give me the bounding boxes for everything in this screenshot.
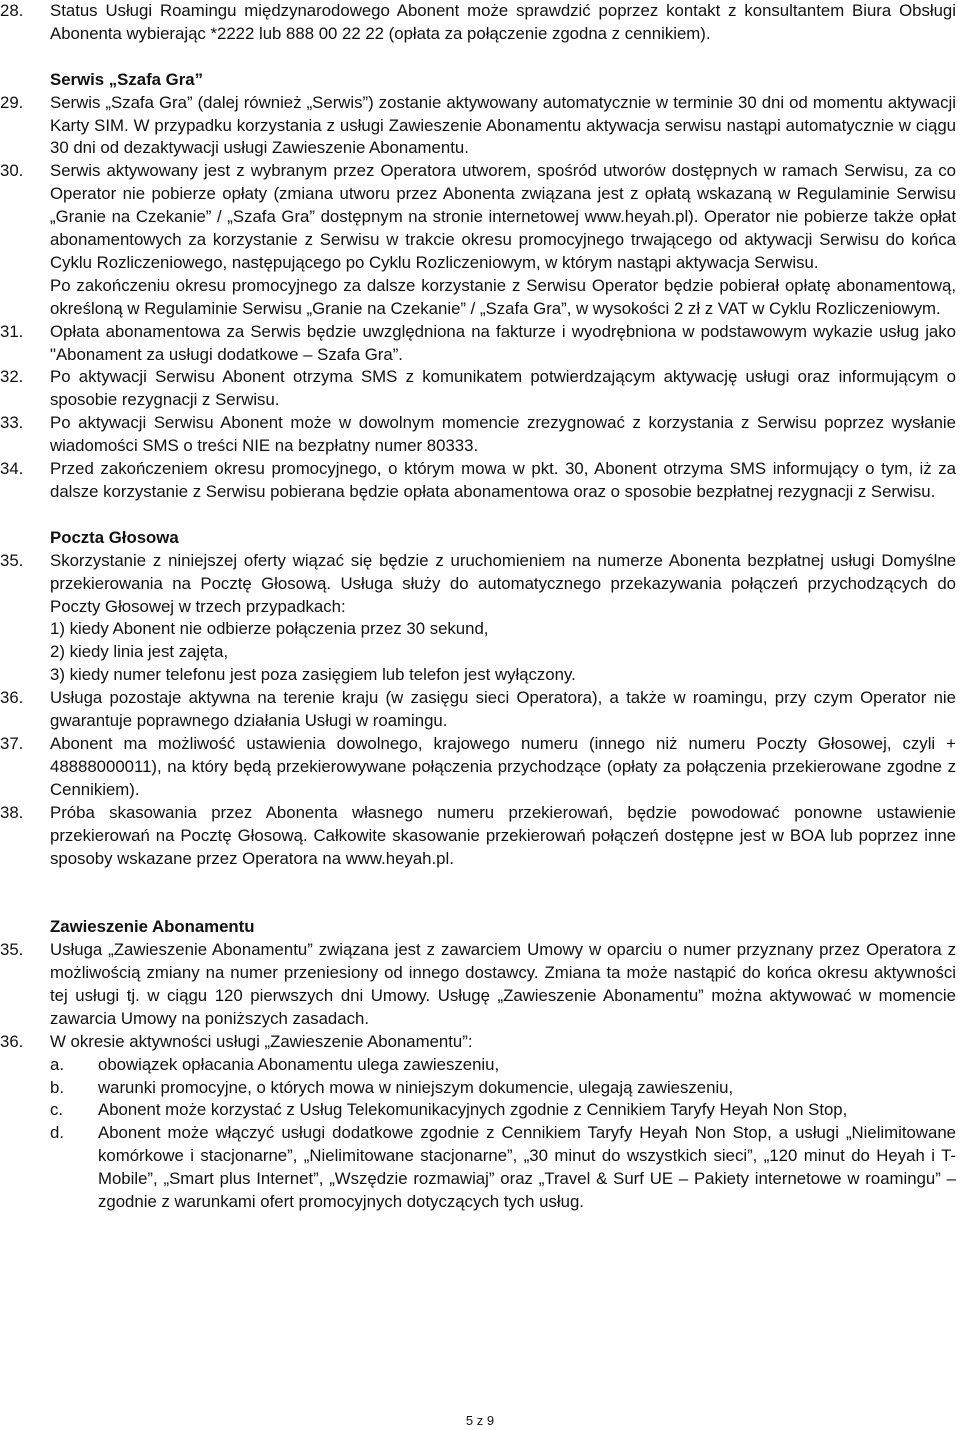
sub-item-label: a. [50,1054,64,1074]
clause-text: Usługa pozostaje aktywna na terenie kraju (w zasięgu sieci Operatora), a także w roamingu, przy czym Operator nie gwarantuje poprawnego działania Usługi w roamingu. [50,688,956,731]
page-number: 5 z 9 [465,1413,495,1428]
list-item: 2) kiedy linia jest zajęta, [50,642,229,662]
clause-33 [0,412,960,458]
section-heading-poczta-glosowa: Poczta Głosowa [50,527,179,547]
clause-text: Przed zakończeniem okresu promocyjnego, o którym mowa w pkt. 30, Abonent otrzyma SMS informujący o tym, iż za dalsze korzystanie z Serwisu pobierana będzie opłata abonamentowa oraz o sposobie bezpłatnej rezygnacji z Serwisu. [50,459,956,502]
list-item: 1) kiedy Abonent nie odbierze połączenia przez 30 sekund, [50,619,489,639]
sub-item-c [0,1099,960,1122]
clause-number: 36. [0,1031,24,1051]
clause-number: 34. [0,459,24,479]
clause-35-voicemail [0,550,960,687]
clause-36-voicemail [0,687,960,733]
clause-text: Po aktywacji Serwisu Abonent otrzyma SMS z komunikatem potwierdzającym aktywację usługi oraz informującym o sposobie rezygnacji z Serwisu. [50,367,956,410]
clause-31 [0,321,960,367]
sub-item-label: c. [50,1100,64,1120]
clause-text: Skorzystanie z niniejszej oferty wiązać się będzie z uruchomieniem na numerze Abonenta bezpłatnej usługi Domyślne przekierowania na Pocztę Głosową. Usługa służy do automatycznego przekazywania połączeń przychodzących do Poczty Głosowej w trzech przypadkach: [50,550,956,616]
clause-32 [0,366,960,412]
clause-number: 30. [0,161,24,181]
sub-item-text: obowiązek opłacania Abonamentu ulega zawieszeniu, [98,1054,500,1074]
clause-text-continued: Po zakończeniu okresu promocyjnego za dalsze korzystanie z Serwisu Operator będzie pobierał opłatę abonamentową, określoną w Regulaminie Serwisu „Granie na Czekanie” / „Szafa Gra”, w wysokości 2 zł z VAT w Cyklu Rozliczeniowym. [50,275,956,318]
section-heading-szafa-gra: Serwis „Szafa Gra” [50,69,203,89]
clause-number: 33. [0,413,24,433]
clause-text: Usługa „Zawieszenie Abonamentu” związana jest z zawarciem Umowy w oparciu o numer przyznany przez Operatora z możliwością zmiany na numer przeniesiony od innego dostawcy. Zmiana ta może nastąpić do końca okresu aktywności tej usługi tj. w ciągu 120 pierwszych dni Umowy. Usługę „Zawieszenie Abonamentu” można aktywować w momencie zawarcia Umowy na poniższych zasadach. [50,940,956,1028]
sub-item-d [0,1122,960,1214]
clause-text: Opłata abonamentowa za Serwis będzie uwzględniona na fakturze i wyodrębniona w podstawowym wykazie usług jako "Abonament za usługi dodatkowe – Szafa Gra”. [50,321,956,364]
clause-37 [0,733,960,802]
clause-28 [0,0,960,46]
clause-38 [0,802,960,871]
clause-34 [0,458,960,504]
clause-number: 29. [0,92,24,112]
sub-item-label: b. [50,1077,64,1097]
clause-text: Po aktywacji Serwisu Abonent może w dowolnym momencie zrezygnować z korzystania z Serwisu poprzez wysłanie wiadomości SMS o treści NIE na bezpłatny numer 80333. [50,413,956,456]
sub-item-text: warunki promocyjne, o których mowa w niniejszym dokumencie, ulegają zawieszeniu, [98,1077,734,1097]
clause-30 [0,160,960,320]
list-item: 3) kiedy numer telefonu jest poza zasięgiem lub telefon jest wyłączony. [50,665,576,685]
sub-item-text: Abonent może włączyć usługi dodatkowe zgodnie z Cennikiem Taryfy Heyah Non Stop, a usługi „Nielimitowane komórkowe i stacjonarne”, „Nielimitowane stacjonarne”, „30 minut do wszystkich sieci”, „120 minut do Heyah i T-Mobile”, „Smart plus Internet”, „Wszędzie rozmawiaj” oraz „Travel & Surf UE – Pakiety internetowe w roamingu” – zgodnie z warunkami ofert promocyjnych dotyczących tych usług. [98,1123,956,1212]
clause-number: 31. [0,321,24,341]
sub-item-text: Abonent może korzystać z Usług Telekomunikacyjnych zgodnie z Cennikiem Taryfy Heyah Non Stop, [98,1100,848,1120]
clause-text: Status Usługi Roamingu międzynarodowego Abonent może sprawdzić poprzez kontakt z konsultantem Biura Obsługi Abonenta wybierając *2222 lub 888 00 22 22 (opłata za połączenie zgodna z cennikiem). [50,1,956,43]
sub-item-b [0,1077,960,1100]
clause-35-suspension [0,939,960,1031]
clause-text: Abonent ma możliwość ustawienia dowolnego, krajowego numeru (innego niż numeru Poczty Głosowej, czyli + 48888000011), na który będą przekierowywane połączenia przychodzące (opłaty za połączenia przekierowane zgodne z Cennikiem). [50,733,956,799]
sub-item-a [0,1054,960,1077]
sub-item-label: d. [50,1123,64,1143]
section-heading-zawieszenie-abonamentu: Zawieszenie Abonamentu [50,917,255,937]
clause-text: Serwis „Szafa Gra” (dalej również „Serwis”) zostanie aktywowany automatycznie w terminie 30 dni od momentu aktywacji Karty SIM. W przypadku korzystania z usługi Zawieszenie Abonamentu aktywacja serwisu nastąpi automatycznie w ciągu 30 dni od dezaktywacji usługi Zawieszenie Abonamentu. [50,92,956,158]
clause-number: 35. [0,940,24,960]
clause-text: W okresie aktywności usługi „Zawieszenie Abonamentu”: [50,1031,473,1051]
clause-text: Serwis aktywowany jest z wybranym przez Operatora utworem, spośród utworów dostępnych w ramach Serwisu, za co Operator nie pobierze opłaty (zmiana utworu przez Abonenta związana jest z opłatą wskazaną w Regulaminie Serwisu „Granie na Czekanie” / „Szafa Gra” dostępnym na stronie internetowej www.heyah.pl). Operator nie pobierze także opłat abonamentowych za korzystanie z Serwisu w trakcie okresu promocyjnego trwającego od aktywacji Serwisu do końca Cyklu Rozliczeniowego, następującego po Cyklu Rozliczeniowym, w którym nastąpi aktywacja Serwisu. [50,161,956,272]
clause-number: 35. [0,550,24,570]
clause-number: 38. [0,802,24,822]
clause-29 [0,92,960,161]
clause-number: 36. [0,688,24,708]
clause-number: 37. [0,733,24,753]
clause-number: 28. [0,1,24,20]
clause-text: Próba skasowania przez Abonenta własnego numeru przekierowań, będzie powodować ponowne ustawienie przekierowań na Pocztę Głosową. Całkowite skasowanie przekierowań połączeń dostępne jest w BOA lub poprzez inne sposoby wskazane przez Operatora na www.heyah.pl. [50,802,956,868]
clause-36-suspension [0,1031,960,1054]
clause-number: 32. [0,367,24,387]
